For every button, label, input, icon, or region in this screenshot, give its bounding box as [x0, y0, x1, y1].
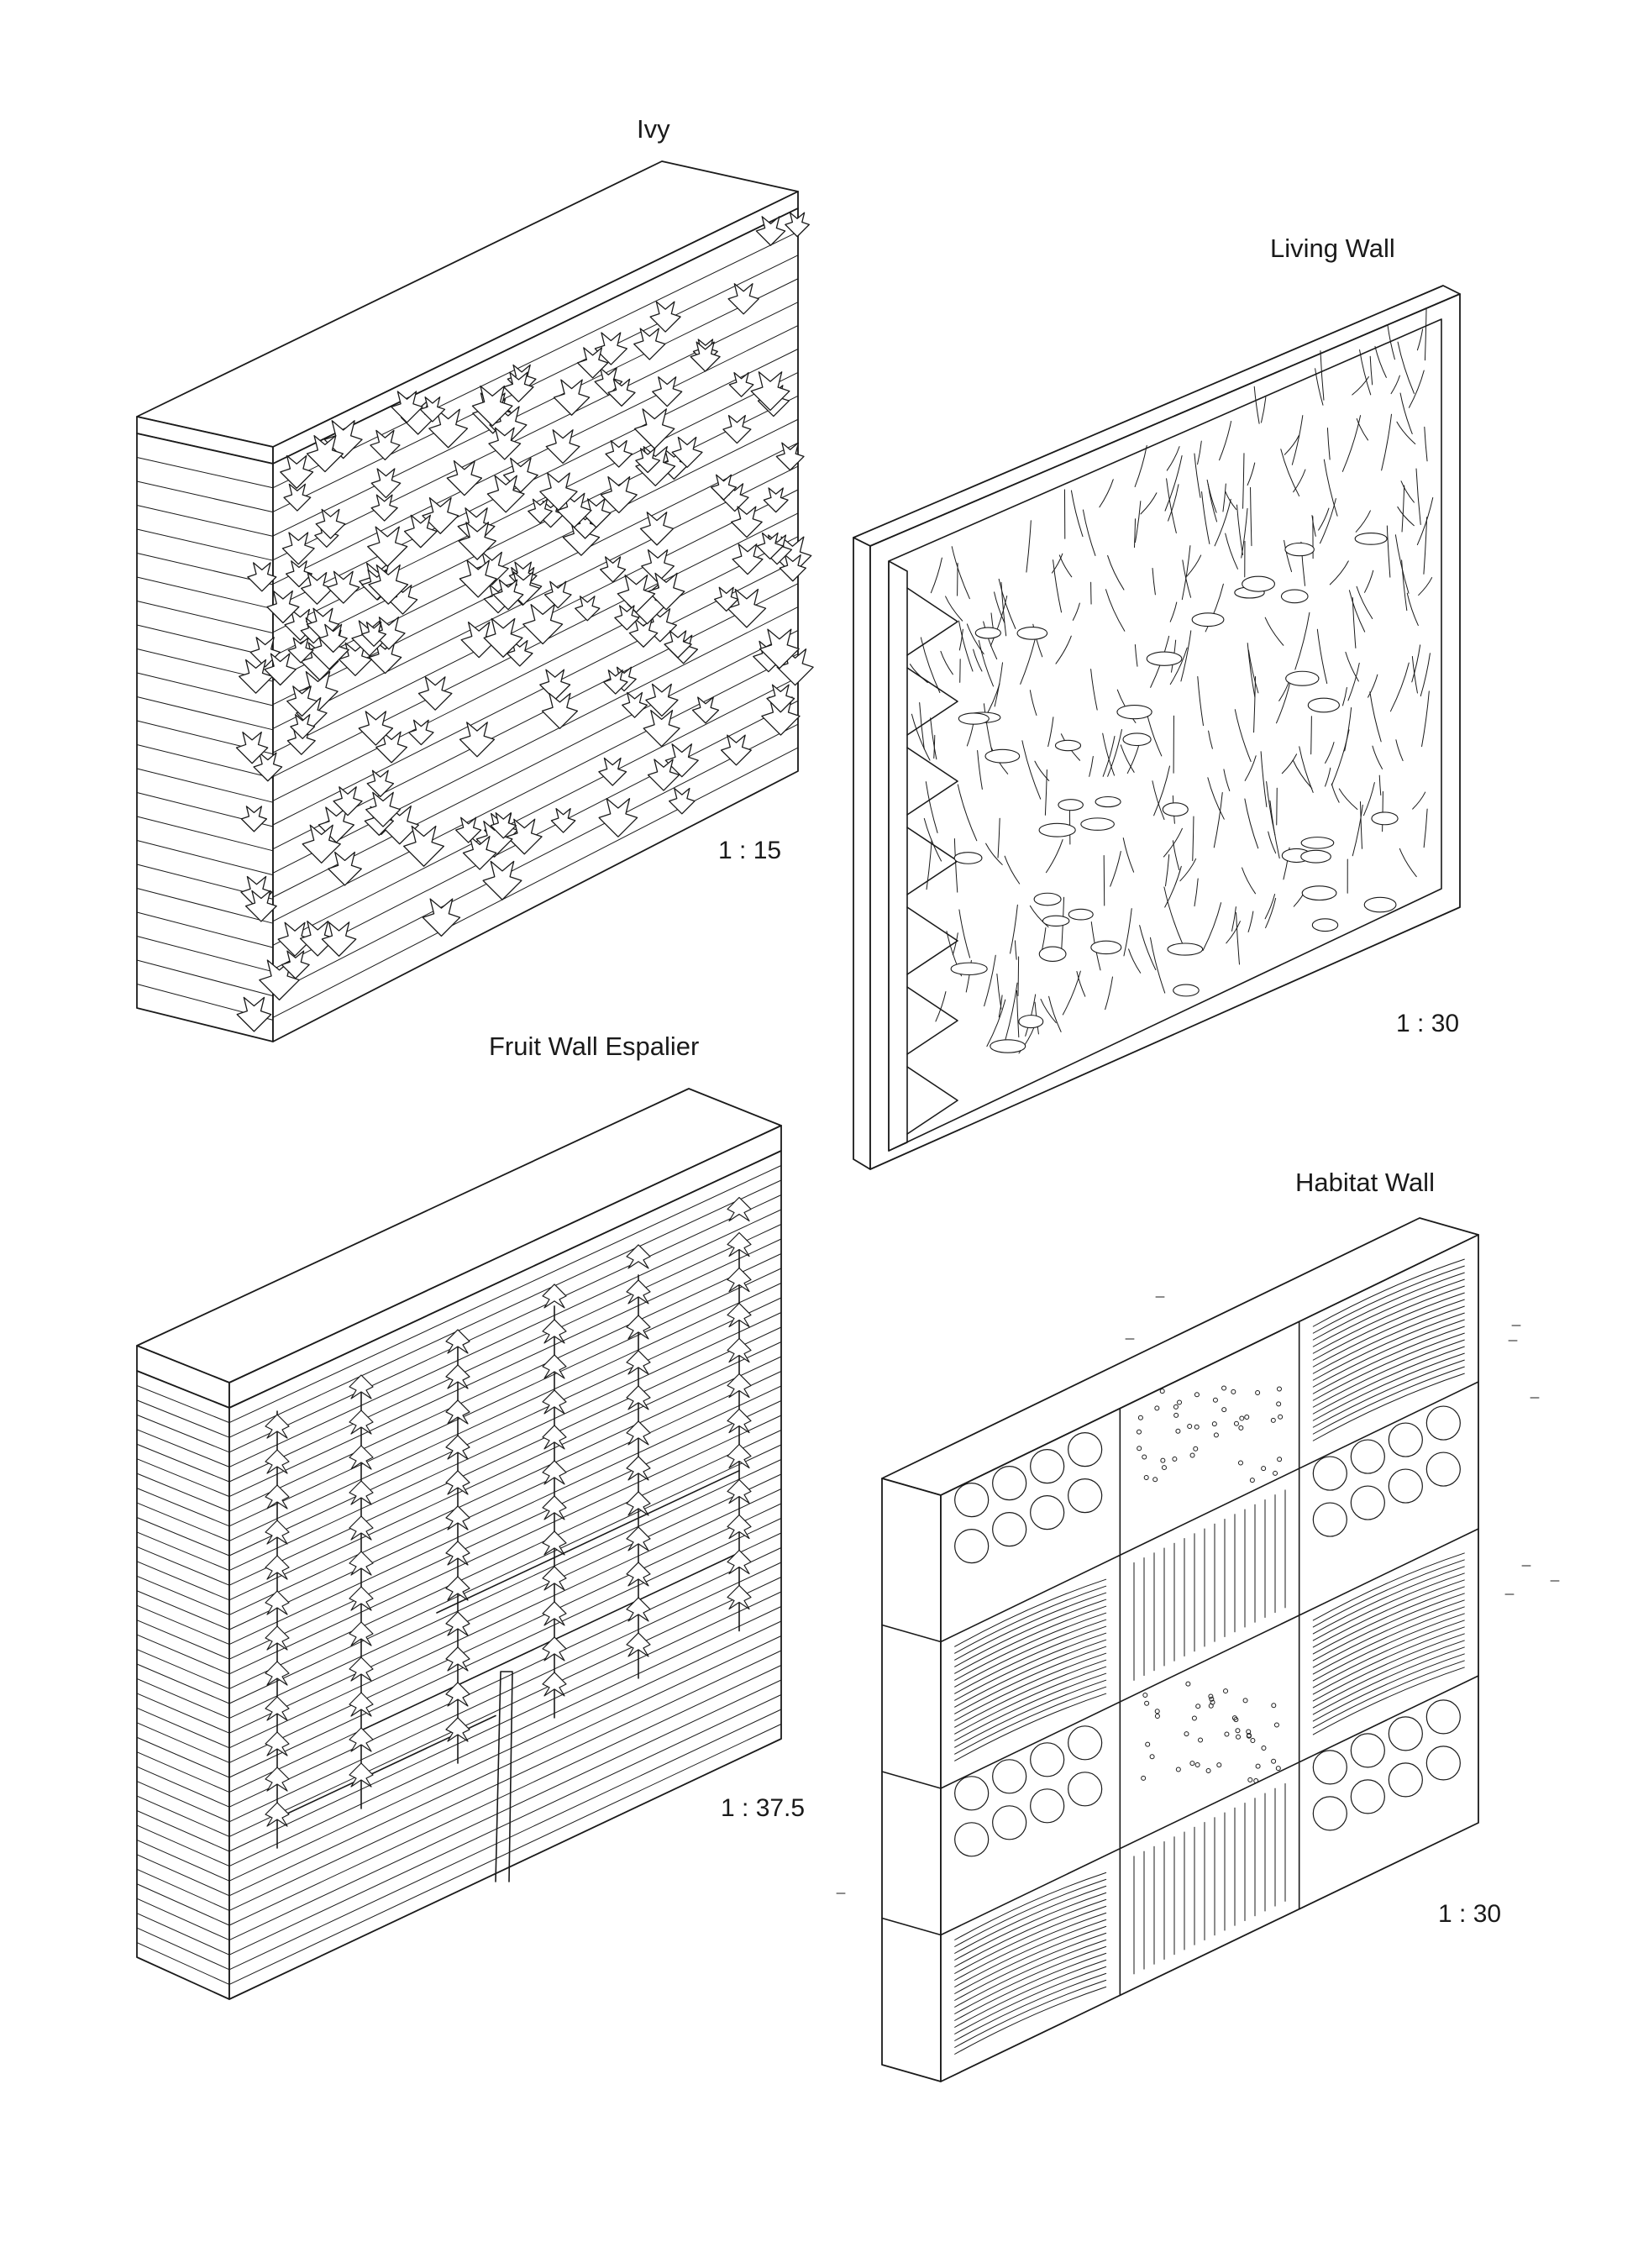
espalier-scale: 1 : 37.5 [721, 1794, 806, 1822]
habitat-scale: 1 : 30 [1438, 1900, 1502, 1928]
living-wall-title: Living Wall [1270, 234, 1395, 263]
ivy-title: Ivy [637, 114, 670, 144]
ivy-wall-illustration [137, 161, 813, 1042]
living-wall-illustration [853, 286, 1460, 1169]
ivy-scale: 1 : 15 [718, 837, 782, 864]
espalier-wall-illustration [137, 1089, 781, 1999]
habitat-title: Habitat Wall [1295, 1168, 1435, 1197]
habitat-wall-illustration [837, 1218, 1559, 2082]
living-wall-scale: 1 : 30 [1396, 1010, 1460, 1037]
espalier-title: Fruit Wall Espalier [489, 1032, 700, 1061]
